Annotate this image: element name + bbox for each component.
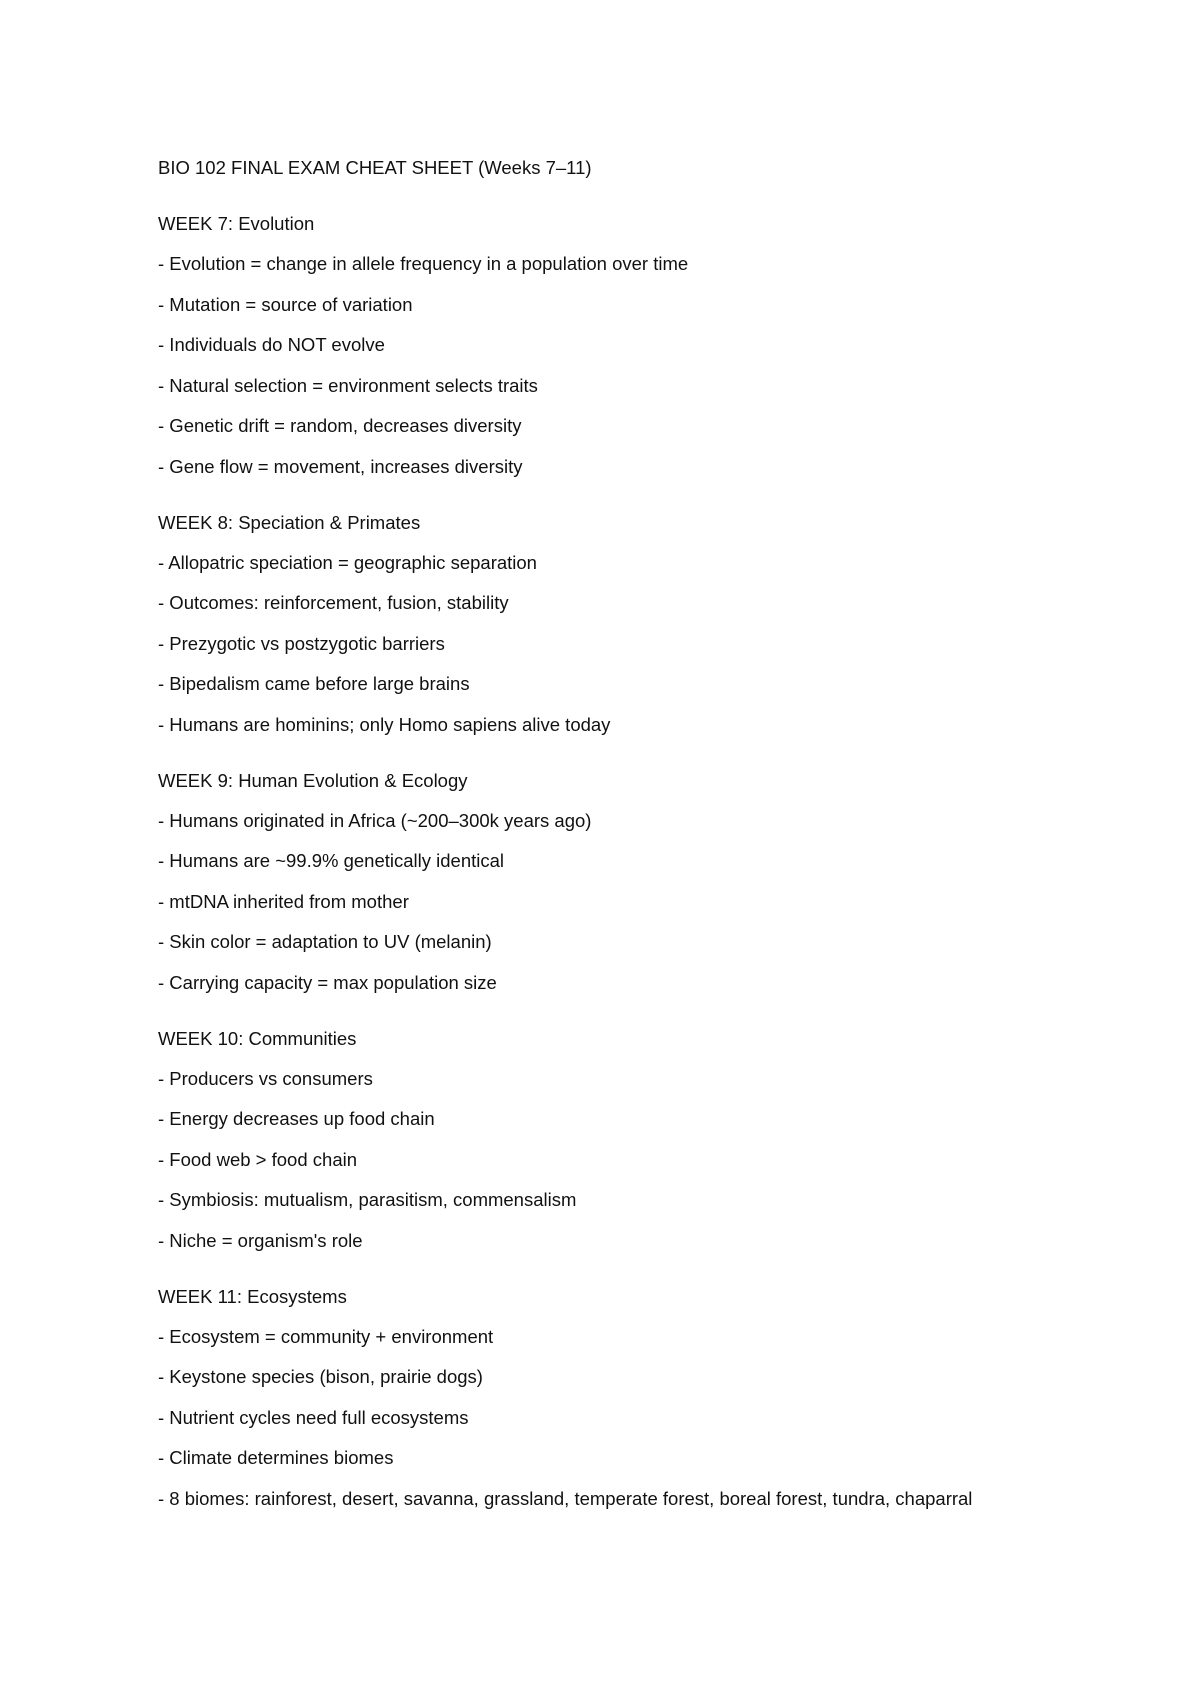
bullet-item: - Symbiosis: mutualism, parasitism, commensalism: [158, 1189, 577, 1210]
section-heading: WEEK 11: Ecosystems: [158, 1285, 347, 1307]
bullet-item: - 8 biomes: rainforest, desert, savanna, grassland, temperate forest, boreal forest, tundra, chaparral: [158, 1487, 973, 1509]
bullet-item: - Energy decreases up food chain: [158, 1108, 435, 1129]
bullet-item: - Nutrient cycles need full ecosystems: [158, 1406, 469, 1428]
bullet-item: - Prezygotic vs postzygotic barriers: [158, 632, 445, 654]
section-heading: WEEK 9: Human Evolution & Ecology: [158, 769, 468, 791]
bullet-item: - Carrying capacity = max population size: [158, 971, 497, 993]
document-body: [158, 156, 1118, 1543]
bullet-item: - Humans are ~99.9% genetically identical: [158, 850, 505, 871]
section-week: [158, 769, 1118, 995]
bullet-item: - Natural selection = environment selects traits: [158, 374, 538, 396]
bullet-item: - Genetic drift = random, decreases diversity: [158, 415, 522, 436]
bullet-item: - Humans are hominins; only Homo sapiens alive today: [158, 713, 611, 735]
bullet-item: - Humans originated in Africa (~200–300k years ago): [158, 809, 592, 831]
section-heading: WEEK 10: Communities: [158, 1027, 357, 1049]
bullet-item: - Individuals do NOT evolve: [158, 334, 385, 355]
section-heading: WEEK 7: Evolution: [158, 213, 315, 234]
bullet-item: - Skin color = adaptation to UV (melanin): [158, 931, 492, 952]
bullet-item: - Climate determines biomes: [158, 1447, 394, 1468]
bullet-item: - Ecosystem = community + environment: [158, 1325, 494, 1347]
bullet-item: - Producers vs consumers: [158, 1067, 373, 1089]
bullet-item: - mtDNA inherited from mother: [158, 890, 409, 912]
bullet-item: - Outcomes: reinforcement, fusion, stability: [158, 592, 509, 613]
section-week: [158, 212, 1118, 479]
section-week: [158, 1285, 1118, 1511]
bullet-item: - Niche = organism's role: [158, 1229, 363, 1251]
bullet-item: - Allopatric speciation = geographic separation: [158, 551, 537, 573]
section-heading: WEEK 8: Speciation & Primates: [158, 511, 421, 533]
bullet-item: - Gene flow = movement, increases diversity: [158, 455, 523, 477]
bullet-item: - Food web > food chain: [158, 1148, 358, 1170]
sections-container: [158, 212, 1118, 1511]
bullet-item: - Bipedalism came before large brains: [158, 673, 470, 694]
bullet-item: - Evolution = change in allele frequency in a population over time: [158, 253, 689, 274]
bullet-item: - Keystone species (bison, prairie dogs): [158, 1366, 483, 1387]
bullet-item: - Mutation = source of variation: [158, 293, 413, 315]
document-title: BIO 102 FINAL EXAM CHEAT SHEET (Weeks 7–11): [158, 157, 592, 178]
section-week: [158, 511, 1118, 737]
section-week: [158, 1027, 1118, 1253]
